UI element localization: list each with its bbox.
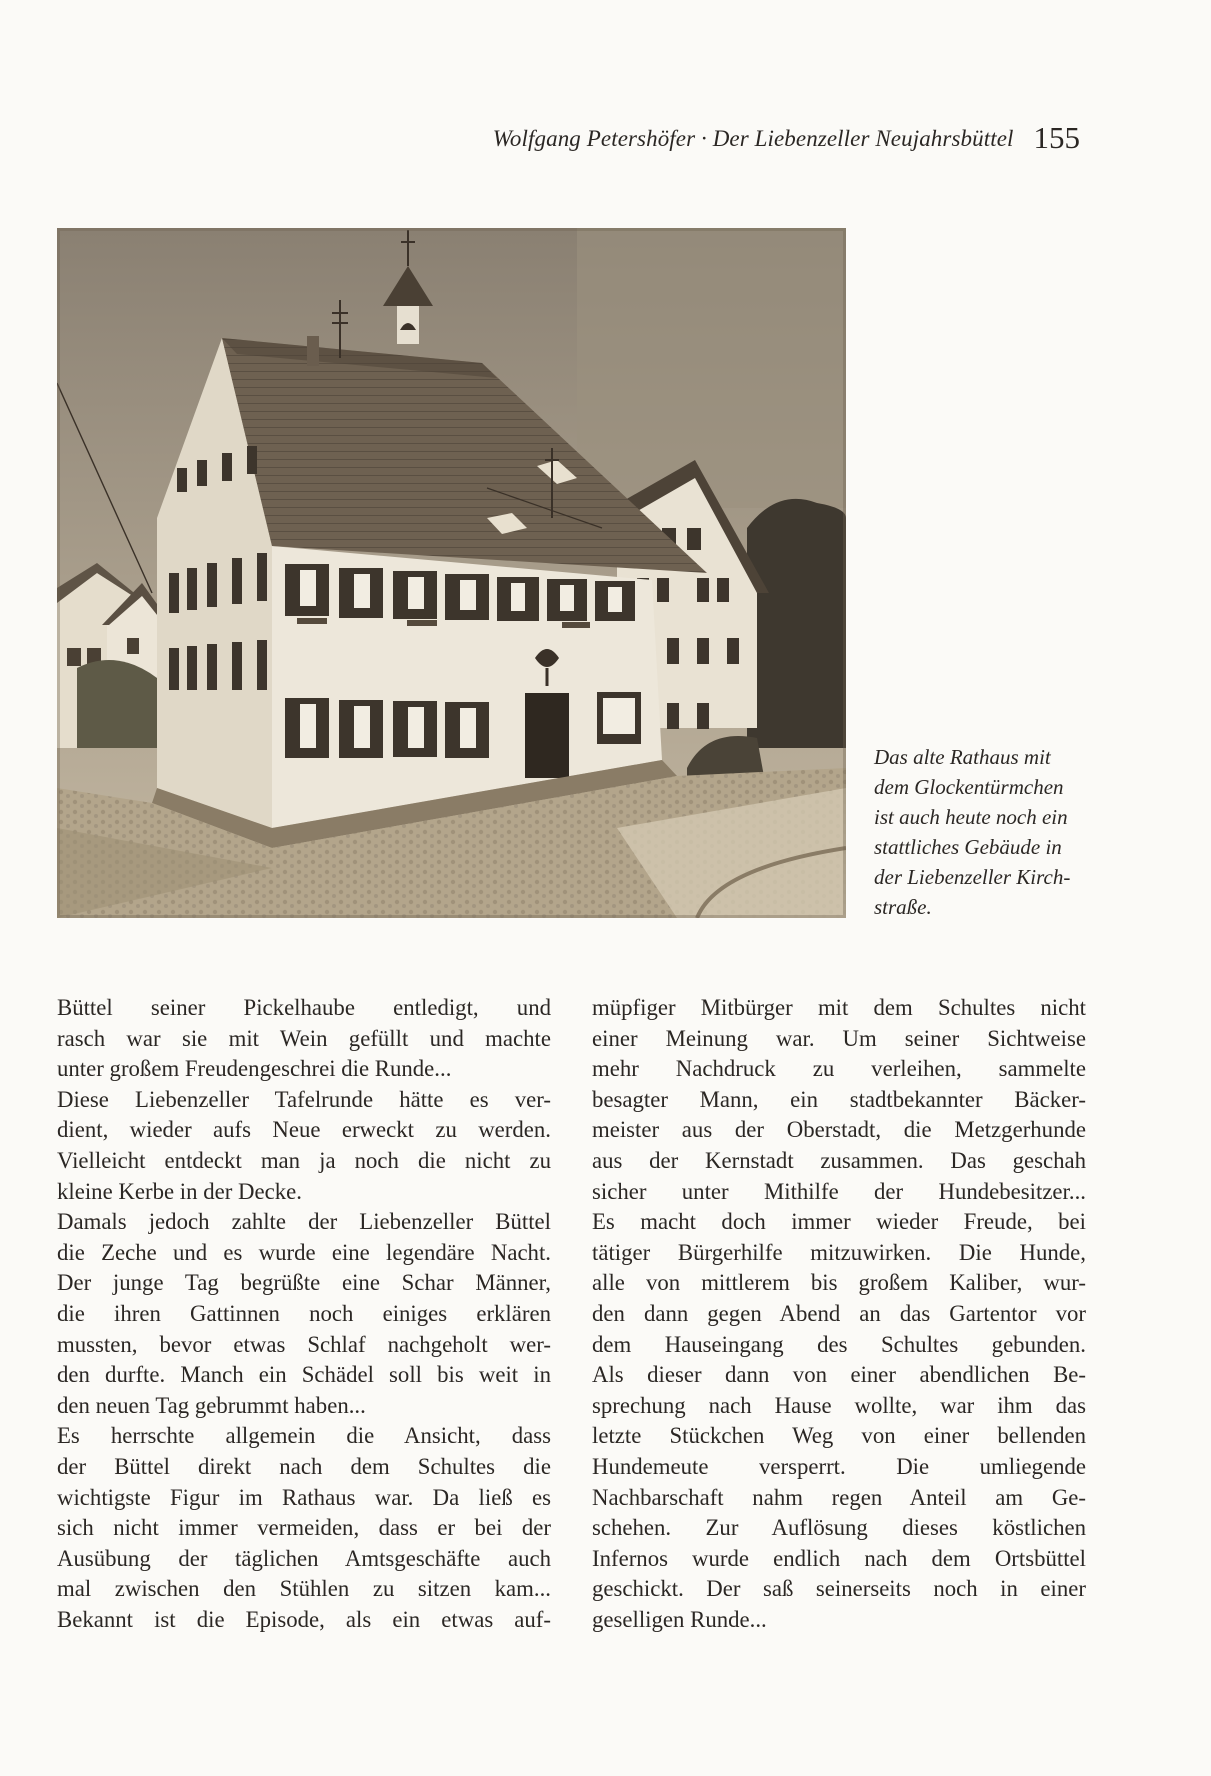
text-line: kleine Kerbe in der Decke.: [57, 1178, 302, 1204]
text-line: rasch war sie mit Wein gefüllt und machte: [57, 1025, 551, 1051]
caption-line: der Liebenzeller Kirch-: [874, 865, 1071, 889]
text-line: besagter Mann, ein stadtbekannter Bäcker-: [592, 1086, 1086, 1112]
text-line: Ausübung der täglichen Amtsgeschäfte auch: [57, 1545, 551, 1571]
text-line: der Büttel direkt nach dem Schultes die: [57, 1453, 551, 1479]
text-line: Büttel seiner Pickelhaube entledigt, und: [57, 995, 551, 1020]
text-line: Nachbarschaft nahm regen Anteil am Ge-: [592, 1484, 1086, 1510]
text-line: den neuen Tag gebrummt haben...: [57, 1392, 366, 1418]
text-line: meister aus der Oberstadt, die Metzgerhunde: [592, 1117, 1086, 1143]
text-line: den durfte. Manch ein Schädel soll bis weit in: [57, 1362, 551, 1388]
text-line: Infernos wurde endlich nach dem Ortsbüttel: [592, 1545, 1086, 1571]
body-column-right: [592, 993, 1086, 1635]
text-line: wichtigste Figur im Rathaus war. Da ließ es: [57, 1484, 551, 1510]
text-line: geschickt. Der saß seinerseits noch in einer: [592, 1576, 1086, 1602]
body-column-left: [57, 993, 551, 1635]
text-line: letzte Stückchen Weg von einer bellenden: [592, 1423, 1086, 1449]
running-head: [420, 118, 1080, 154]
text-line: dient, wieder aufs Neue erweckt zu werden.: [57, 1117, 551, 1143]
text-line: schehen. Zur Auflösung dieses köstlichen: [592, 1515, 1086, 1541]
text-line: mehr Nachdruck zu verleihen, sammelte: [592, 1056, 1086, 1082]
text-line: sicher unter Mithilfe der Hundebesitzer...: [592, 1178, 1086, 1204]
text-line: tätiger Bürgerhilfe mitzuwirken. Die Hunde,: [592, 1239, 1086, 1265]
caption-line: ist auch heute noch ein: [874, 805, 1068, 829]
text-line: Diese Liebenzeller Tafelrunde hätte es ver-: [57, 1086, 551, 1112]
text-line: die ihren Gattinnen noch einiges erklären: [57, 1300, 551, 1326]
text-line: Als dieser dann von einer abendlichen Be-: [592, 1362, 1086, 1388]
text-line: Vielleicht entdeckt man ja noch die nicht zu: [57, 1147, 551, 1173]
figure-caption: [874, 742, 1104, 922]
text-line: Der junge Tag begrüßte eine Schar Männer,: [57, 1270, 551, 1296]
text-line: Damals jedoch zahlte der Liebenzeller Büttel: [57, 1209, 551, 1235]
text-line: Hundemeute versperrt. Die umliegende: [592, 1453, 1086, 1479]
text-line: dem Hauseingang des Schultes gebunden.: [592, 1331, 1086, 1357]
text-line: Es herrschte allgemein die Ansicht, dass: [57, 1423, 551, 1449]
text-line: sich nicht immer vermeiden, dass er bei der: [57, 1515, 551, 1541]
text-line: die Zeche und es wurde eine legendäre Nacht.: [57, 1239, 551, 1265]
text-line: sprechung nach Hause wollte, war ihm das: [592, 1392, 1086, 1418]
running-title: Wolfgang Petershöfer · Der Liebenzeller Neujahrsbüttel: [492, 126, 1014, 151]
page-number: 155: [1033, 120, 1080, 155]
caption-line: stattliches Gebäude in: [874, 835, 1062, 859]
text-line: unter großem Freudengeschrei die Runde...: [57, 1056, 452, 1082]
text-line: mal zwischen den Stühlen zu sitzen kam...: [57, 1576, 551, 1602]
text-line: den dann gegen Abend an das Gartentor vor: [592, 1300, 1086, 1326]
text-line: geselligen Runde...: [592, 1606, 767, 1632]
town-hall-photo: [57, 228, 846, 918]
text-line: müpfiger Mitbürger mit dem Schultes nicht: [592, 995, 1086, 1020]
text-line: alle von mittlerem bis großem Kaliber, wur-: [592, 1270, 1086, 1296]
text-line: Es macht doch immer wieder Freude, bei: [592, 1209, 1086, 1235]
caption-line: dem Glockentürmchen: [874, 775, 1064, 799]
text-line: aus der Kernstadt zusammen. Das geschah: [592, 1147, 1086, 1173]
text-line: Bekannt ist die Episode, als ein etwas auf-: [57, 1606, 551, 1632]
town-hall-photo-drawing: [57, 228, 846, 918]
text-line: einer Meinung war. Um seiner Sichtweise: [592, 1025, 1086, 1051]
caption-line: Das alte Rathaus mit: [874, 745, 1051, 769]
caption-line: straße.: [874, 895, 932, 919]
text-line: mussten, bevor etwas Schlaf nachgeholt wer-: [57, 1331, 551, 1357]
